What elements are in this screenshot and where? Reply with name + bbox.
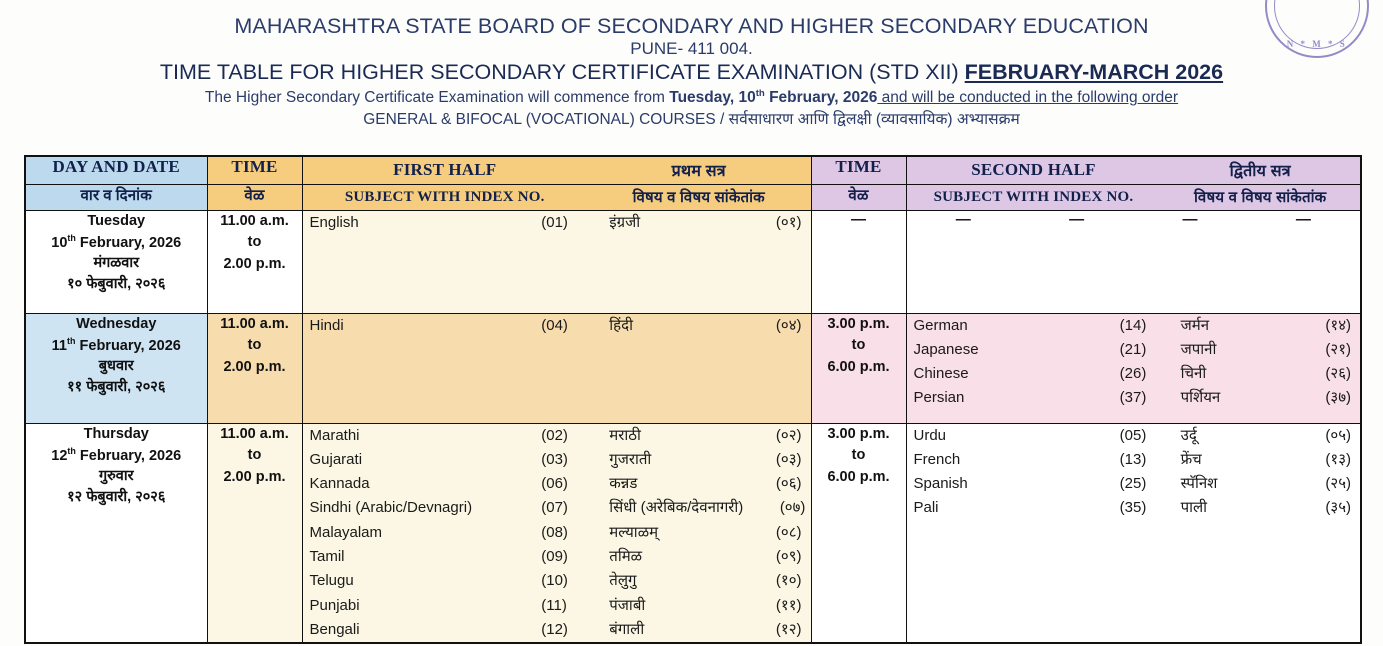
subject-name-mr: इंग्रजी <box>609 213 641 231</box>
day-date-mr: १२ फेबुवारी, २०२६ <box>67 489 166 506</box>
subject-code-en: (07) <box>541 499 568 517</box>
subject-code-en: (14) <box>1119 316 1147 334</box>
empty-dash: — <box>1295 210 1311 228</box>
time-line: 2.00 p.m. <box>223 256 286 272</box>
subject-code-mr: (०९) <box>775 547 802 565</box>
time-line: to <box>247 447 262 464</box>
cell-first-half-subjects <box>302 313 811 423</box>
day-name-en: Wednesday <box>76 315 157 332</box>
subject-row <box>907 362 1361 386</box>
subject-code-mr: (१३) <box>1325 450 1351 468</box>
empty-dash: — <box>1182 210 1198 228</box>
subject-code-mr: (२१) <box>1325 340 1351 358</box>
subject-code-mr: (०६) <box>775 475 802 493</box>
subject-mr-second: विषय व विषय सांकेतांक <box>1194 189 1327 206</box>
subject-row <box>907 472 1361 496</box>
subject-name-en: Chinese <box>913 365 969 383</box>
courses-marathi: सर्वसाधारण आणि द्विलक्षी (व्यावसायिक) अभ्यासक्रम <box>728 111 1020 129</box>
cell-time-second-half <box>811 423 906 643</box>
note-day-ordinal: th <box>755 88 765 100</box>
subject-code-en: (02) <box>541 426 568 444</box>
cell-time-second-half <box>811 313 906 423</box>
subject-code-mr: (०७) <box>779 499 806 517</box>
subject-name-en: Spanish <box>913 475 968 493</box>
subject-name-en: Punjabi <box>309 596 360 614</box>
subject-code-en: (35) <box>1119 499 1147 517</box>
subject-code-en: (13) <box>1119 450 1147 468</box>
subject-mr-first: विषय व विषय सांकेतांक <box>632 189 765 206</box>
subject-code-mr: (०५) <box>1325 426 1351 444</box>
subject-name-mr: स्पॅनिश <box>1180 475 1218 493</box>
second-half-mr: द्वितीय सत्र <box>1229 163 1291 181</box>
subject-name-mr: मराठी <box>609 426 641 444</box>
empty-dash: — <box>955 210 971 228</box>
subject-code-en: (12) <box>541 620 568 638</box>
day-date-en: 12th February, 2026 <box>51 445 182 464</box>
subject-row <box>907 386 1361 410</box>
subject-name-en: Urdu <box>913 426 947 444</box>
subject-code-en: (11) <box>541 596 567 614</box>
subject-row <box>907 496 1361 520</box>
timetable-container <box>24 155 1360 644</box>
subject-row <box>907 314 1361 338</box>
subject-name-mr: तेलुगु <box>609 572 637 590</box>
time-line: to <box>851 447 866 464</box>
courses-line <box>0 110 1383 131</box>
subject-code-mr: (२५) <box>1325 475 1351 493</box>
day-date-mr: १० फेबुवारी, २०२६ <box>67 276 166 293</box>
time-line: to <box>247 337 262 354</box>
cell-time-first-half <box>207 210 302 313</box>
col-header-time-first-mr: वेळ <box>207 184 302 210</box>
table-row <box>25 210 1361 313</box>
subject-name-mr: उर्दू <box>1180 426 1197 444</box>
subject-name-en: Japanese <box>913 340 979 358</box>
subject-row <box>303 211 811 235</box>
empty-dash: — <box>1069 210 1085 228</box>
subject-code-mr: (१०) <box>775 572 802 590</box>
subject-name-mr: फ्रेंच <box>1180 450 1202 468</box>
document-heading <box>0 0 1383 131</box>
subject-en-second: SUBJECT WITH INDEX NO. <box>933 188 1134 205</box>
courses-english: GENERAL & BIFOCAL (VOCATIONAL) COURSES / <box>363 111 729 129</box>
subject-code-mr: (०१) <box>775 213 802 231</box>
page-title-period: FEBRUARY-MARCH 2026 <box>964 60 1224 85</box>
day-date-mr: ११ फेबुवारी, २०२६ <box>67 379 166 396</box>
subject-code-en: (08) <box>541 523 568 541</box>
subject-row <box>303 618 811 642</box>
day-name-en: Thursday <box>83 425 149 442</box>
time-line: 11.00 a.m. <box>220 315 289 332</box>
subject-name-mr: पाली <box>1180 499 1208 517</box>
subject-code-en: (26) <box>1119 365 1147 383</box>
subject-code-en: (21) <box>1119 340 1147 358</box>
page-title-prefix: TIME TABLE FOR HIGHER SECONDARY CERTIFICATE EXAMINATION (STD XII) <box>159 60 965 85</box>
subject-code-mr: (०२) <box>775 426 802 444</box>
subject-name-en: Bengali <box>309 620 360 638</box>
col-header-time-first: TIME <box>207 156 302 184</box>
commencement-note <box>0 88 1383 109</box>
subject-row <box>907 448 1361 472</box>
time-line: 3.00 p.m. <box>827 425 890 442</box>
cell-time-first-half <box>207 423 302 643</box>
subject-name-en: Marathi <box>309 426 360 444</box>
time-line: 2.00 p.m. <box>223 359 286 375</box>
cell-day-date <box>25 423 207 643</box>
subject-name-en: Pali <box>913 499 939 517</box>
note-day-month: February, 2026 <box>764 89 878 107</box>
note-start-day <box>669 89 877 106</box>
col-header-second-half <box>906 156 1361 184</box>
cell-first-half-subjects <box>302 210 811 313</box>
cell-first-half-subjects <box>302 423 811 643</box>
subject-en-first: SUBJECT WITH INDEX NO. <box>344 188 545 205</box>
subject-row <box>303 448 811 472</box>
subject-row <box>303 569 811 593</box>
subject-name-mr: गुजराती <box>609 450 652 468</box>
subject-code-en: (01) <box>541 213 568 231</box>
subject-name-en: Persian <box>913 389 965 407</box>
subject-name-en: Kannada <box>309 475 370 493</box>
col-header-first-half <box>302 156 811 184</box>
subject-code-en: (03) <box>541 450 568 468</box>
exam-timetable <box>24 155 1362 644</box>
subject-row <box>303 521 811 545</box>
subject-name-mr: सिंधी (अरेबिक/देवनागरी) <box>609 499 744 517</box>
subject-name-mr: हिंदी <box>609 316 633 334</box>
table-body <box>25 210 1361 643</box>
subject-code-mr: (२६) <box>1325 365 1351 383</box>
header-row-secondary <box>25 184 1361 210</box>
col-header-time-second-mr: वेळ <box>811 184 906 210</box>
subject-name-mr: जपानी <box>1180 340 1217 358</box>
time-line: 11.00 a.m. <box>220 425 289 442</box>
time-line: 2.00 p.m. <box>223 469 286 485</box>
subject-row <box>303 424 811 448</box>
cell-second-half-subjects <box>906 210 1361 313</box>
subject-code-mr: (१२) <box>775 620 802 638</box>
table-row <box>25 313 1361 423</box>
subject-name-en: Malayalam <box>309 523 383 541</box>
day-date-en: 10th February, 2026 <box>51 232 182 251</box>
subject-name-mr: तमिळ <box>609 547 643 565</box>
subject-row <box>303 545 811 569</box>
subject-code-mr: (११) <box>775 596 802 614</box>
time-line: 11.00 a.m. <box>220 212 289 229</box>
subject-row <box>907 424 1361 448</box>
col-header-time-second: TIME <box>811 156 906 184</box>
subject-code-en: (10) <box>541 572 568 590</box>
subject-name-en: French <box>913 450 961 468</box>
cell-day-date <box>25 313 207 423</box>
empty-dash-group <box>907 211 1361 228</box>
col-header-subject-second <box>906 184 1361 210</box>
header-row-primary <box>25 156 1361 184</box>
subject-name-mr: जर्मन <box>1180 316 1210 334</box>
subject-name-mr: पंजाबी <box>609 596 646 614</box>
subject-code-mr: (१४) <box>1325 316 1351 334</box>
subject-row <box>303 594 811 618</box>
cell-second-half-subjects <box>906 423 1361 643</box>
col-header-day: DAY AND DATE <box>25 156 207 184</box>
subject-name-mr: कन्नड <box>609 475 638 493</box>
time-line: 6.00 p.m. <box>827 359 890 375</box>
subject-code-en: (37) <box>1119 389 1147 407</box>
subject-code-en: (05) <box>1119 426 1147 444</box>
subject-name-en: Tamil <box>309 547 345 565</box>
subject-row <box>303 472 811 496</box>
subject-name-mr: चिनी <box>1180 365 1207 383</box>
table-head <box>25 156 1361 210</box>
cell-time-first-half <box>207 313 302 423</box>
board-city: PUNE- 411 004. <box>630 39 753 59</box>
note-suffix: and will be conducted in the following order <box>877 89 1179 107</box>
subject-row <box>303 314 811 338</box>
subject-code-mr: (०८) <box>775 523 802 541</box>
subject-code-mr: (३७) <box>1325 389 1351 407</box>
cell-day-date <box>25 210 207 313</box>
subject-name-mr: पर्शियन <box>1180 389 1221 407</box>
cell-time-second-half <box>811 210 906 313</box>
subject-name-en: Sindhi (Arabic/Devnagri) <box>309 499 473 517</box>
subject-code-en: (04) <box>541 316 568 334</box>
subject-name-en: English <box>309 213 359 231</box>
subject-code-en: (25) <box>1119 475 1147 493</box>
empty-dash: — <box>851 210 866 228</box>
col-header-subject-first <box>302 184 811 210</box>
subject-name-mr: बंगाली <box>609 620 645 638</box>
col-header-day-mr: वार व दिनांक <box>25 184 207 210</box>
time-line: to <box>851 337 866 354</box>
subject-name-en: Hindi <box>309 316 344 334</box>
seal-text: N * M * S <box>1286 39 1348 49</box>
subject-code-mr: (०३) <box>775 450 802 468</box>
subject-name-en: German <box>913 316 968 334</box>
subject-code-mr: (०४) <box>775 316 802 334</box>
day-name-mr: मंगळवार <box>93 255 140 272</box>
page-title <box>0 60 1383 86</box>
subject-name-mr: मल्याळम् <box>609 523 659 541</box>
day-name-mr: गुरुवार <box>98 468 134 485</box>
cell-second-half-subjects <box>906 313 1361 423</box>
note-day-number: Tuesday, 10 <box>669 89 756 107</box>
day-name-en: Tuesday <box>87 212 146 229</box>
day-name-mr: बुधवार <box>98 358 134 375</box>
time-line: to <box>247 234 262 251</box>
time-line: 6.00 p.m. <box>827 469 890 485</box>
subject-code-en: (09) <box>541 547 568 565</box>
second-half-en: SECOND HALF <box>971 160 1096 180</box>
subject-code-mr: (३५) <box>1325 499 1351 517</box>
time-line: 3.00 p.m. <box>827 315 890 332</box>
first-half-en: FIRST HALF <box>393 160 497 180</box>
board-name: MAHARASHTRA STATE BOARD OF SECONDARY AND HIGHER SECONDARY EDUCATION <box>234 14 1149 38</box>
subject-code-en: (06) <box>541 475 568 493</box>
subject-name-en: Telugu <box>309 572 354 590</box>
note-prefix: The Higher Secondary Certificate Examination will commence from <box>204 89 670 107</box>
subject-row <box>907 338 1361 362</box>
subject-row <box>303 496 811 520</box>
subject-name-en: Gujarati <box>309 450 363 468</box>
first-half-mr: प्रथम सत्र <box>671 163 726 181</box>
table-row <box>25 423 1361 643</box>
day-date-en: 11th February, 2026 <box>51 335 181 354</box>
